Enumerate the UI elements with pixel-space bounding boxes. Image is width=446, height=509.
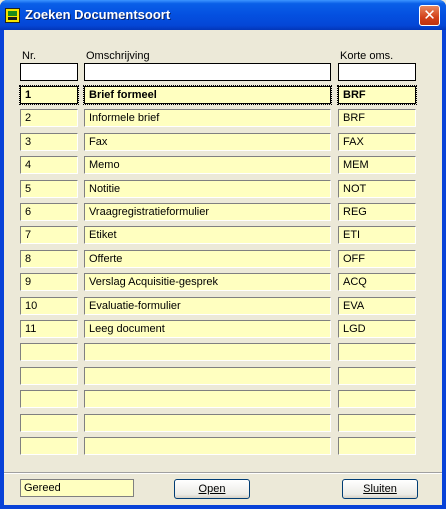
status-field: Gereed <box>20 479 134 497</box>
close-button-label: Sluiten <box>363 483 397 495</box>
row-1-cell-nr[interactable]: 1 <box>20 86 78 104</box>
dialog-body <box>4 30 442 505</box>
row-3-cell-oms[interactable]: Fax <box>84 133 331 151</box>
row-13-cell-kort[interactable] <box>338 367 416 385</box>
close-icon: ✕ <box>423 6 436 24</box>
close-window-button[interactable] <box>419 5 440 26</box>
row-4-cell-oms[interactable]: Memo <box>84 156 331 174</box>
open-button-label: Open <box>198 483 226 495</box>
row-1-cell-kort[interactable]: BRF <box>338 86 416 104</box>
row-5-cell-oms[interactable]: Notitie <box>84 180 331 198</box>
row-7-cell-nr[interactable]: 7 <box>20 226 78 244</box>
status-divider <box>4 472 442 474</box>
row-2-cell-nr[interactable]: 2 <box>20 109 78 127</box>
row-8-cell-oms[interactable]: Offerte <box>84 250 331 268</box>
column-header-nr: Nr. <box>22 50 37 62</box>
row-9-cell-nr[interactable]: 9 <box>20 273 78 291</box>
row-10-cell-oms[interactable]: Evaluatie-formulier <box>84 297 331 315</box>
row-12-cell-oms[interactable] <box>84 343 331 361</box>
row-14-cell-nr[interactable] <box>20 390 78 408</box>
row-6-cell-nr[interactable]: 6 <box>20 203 78 221</box>
row-9-cell-oms[interactable]: Verslag Acquisitie-gesprek <box>84 273 331 291</box>
row-11-cell-nr[interactable]: 11 <box>20 320 78 338</box>
row-3-cell-nr[interactable]: 3 <box>20 133 78 151</box>
row-14-cell-oms[interactable] <box>84 390 331 408</box>
title-bar[interactable] <box>0 0 446 30</box>
column-header-korte-oms: Korte oms. <box>340 50 394 62</box>
row-7-cell-oms[interactable]: Etiket <box>84 226 331 244</box>
row-4-cell-kort[interactable]: MEM <box>338 156 416 174</box>
row-8-cell-nr[interactable]: 8 <box>20 250 78 268</box>
app-icon <box>5 8 20 23</box>
row-3-cell-kort[interactable]: FAX <box>338 133 416 151</box>
open-button[interactable] <box>174 479 250 499</box>
row-15-cell-nr[interactable] <box>20 414 78 432</box>
row-6-cell-oms[interactable]: Vraagregistratieformulier <box>84 203 331 221</box>
row-13-cell-oms[interactable] <box>84 367 331 385</box>
filter-omschrijving-input[interactable] <box>84 63 331 81</box>
row-11-cell-oms[interactable]: Leeg document <box>84 320 331 338</box>
row-6-cell-kort[interactable]: REG <box>338 203 416 221</box>
column-header-omschrijving: Omschrijving <box>86 50 150 62</box>
row-12-cell-kort[interactable] <box>338 343 416 361</box>
row-8-cell-kort[interactable]: OFF <box>338 250 416 268</box>
close-button[interactable] <box>342 479 418 499</box>
row-2-cell-oms[interactable]: Informele brief <box>84 109 331 127</box>
row-7-cell-kort[interactable]: ETI <box>338 226 416 244</box>
row-16-cell-nr[interactable] <box>20 437 78 455</box>
row-1-cell-oms[interactable]: Brief formeel <box>84 86 331 104</box>
row-13-cell-nr[interactable] <box>20 367 78 385</box>
row-9-cell-kort[interactable]: ACQ <box>338 273 416 291</box>
row-16-cell-oms[interactable] <box>84 437 331 455</box>
row-5-cell-nr[interactable]: 5 <box>20 180 78 198</box>
row-5-cell-kort[interactable]: NOT <box>338 180 416 198</box>
row-4-cell-nr[interactable]: 4 <box>20 156 78 174</box>
row-16-cell-kort[interactable] <box>338 437 416 455</box>
row-14-cell-kort[interactable] <box>338 390 416 408</box>
row-2-cell-kort[interactable]: BRF <box>338 109 416 127</box>
row-10-cell-nr[interactable]: 10 <box>20 297 78 315</box>
window-title: Zoeken Documentsoort <box>25 7 171 22</box>
row-15-cell-kort[interactable] <box>338 414 416 432</box>
row-12-cell-nr[interactable] <box>20 343 78 361</box>
row-15-cell-oms[interactable] <box>84 414 331 432</box>
row-10-cell-kort[interactable]: EVA <box>338 297 416 315</box>
row-11-cell-kort[interactable]: LGD <box>338 320 416 338</box>
filter-korte-oms-input[interactable] <box>338 63 416 81</box>
filter-nr-input[interactable] <box>20 63 78 81</box>
